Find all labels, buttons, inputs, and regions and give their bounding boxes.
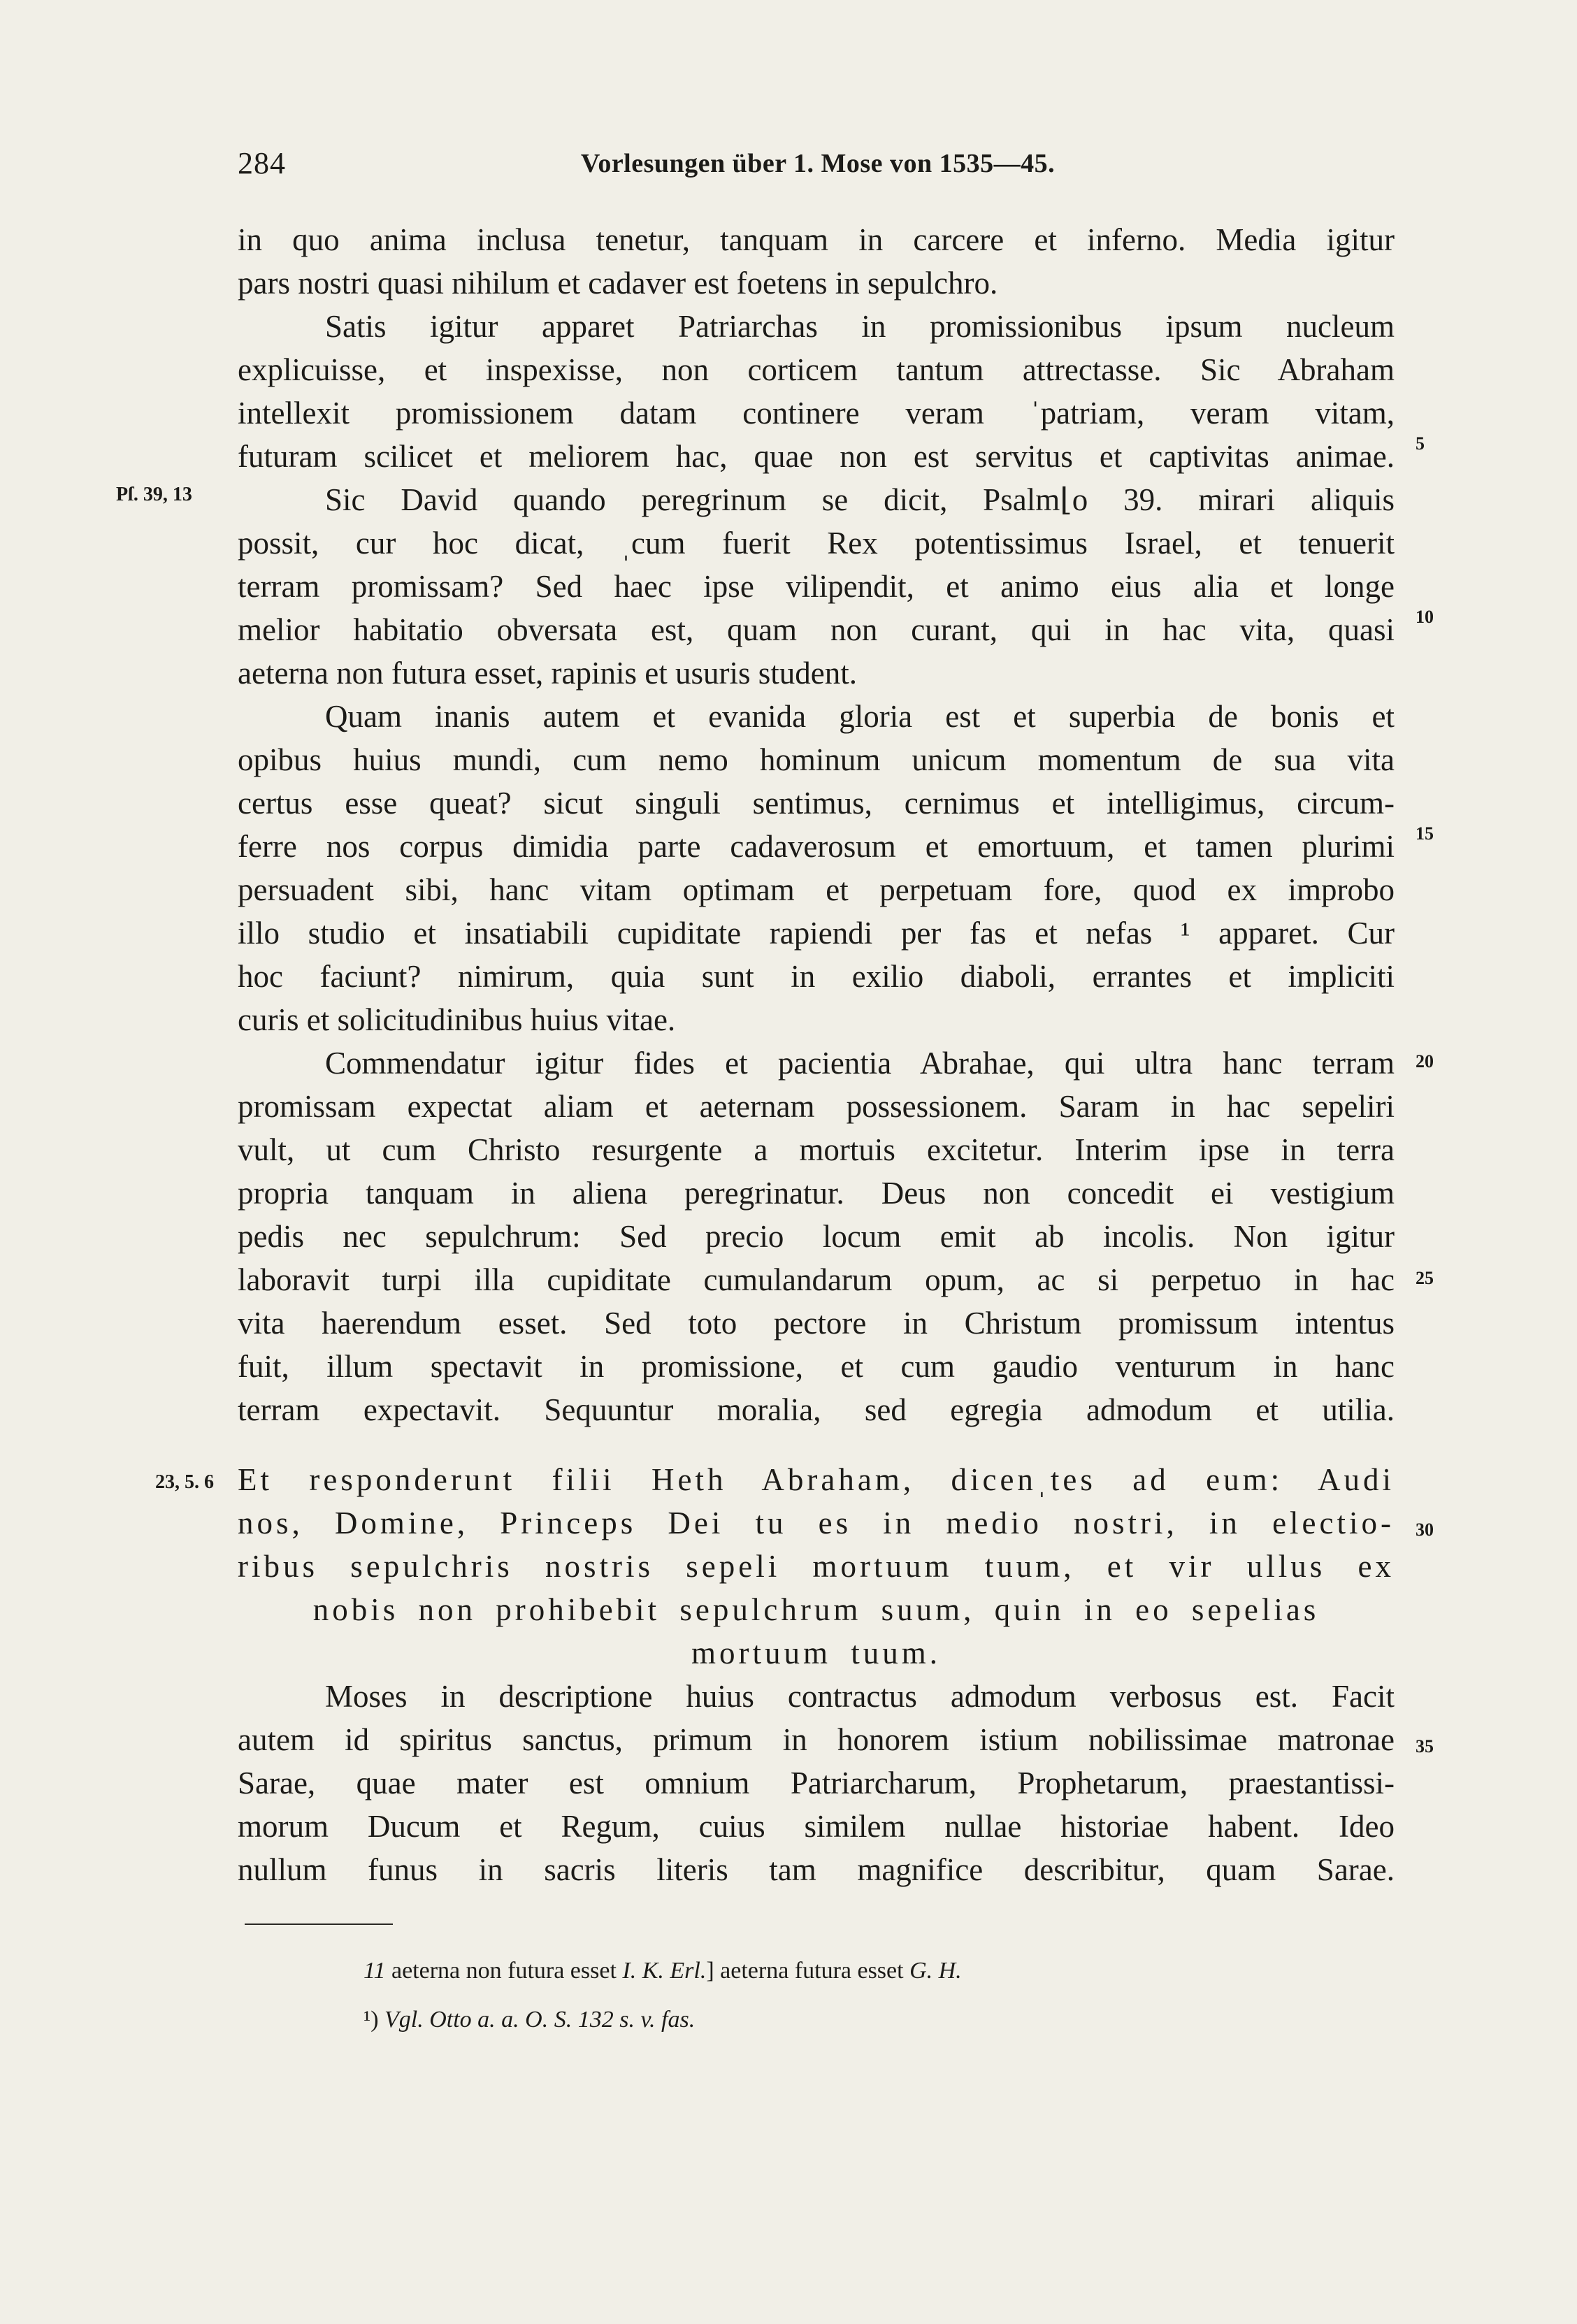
text-line: laboravit turpi illa cupiditate cumulandarum opum, ac si perpetuo in hac <box>238 1262 1395 1297</box>
line-number-10: 10 <box>1416 607 1434 627</box>
text-line: Quam inanis autem et evanida gloria est et superbia de bonis et <box>325 699 1395 734</box>
text-line: pedis nec sepulchrum: Sed precio locum emit ab incolis. Non igitur <box>238 1219 1395 1254</box>
footnote-mark: ¹) <box>363 2007 379 2033</box>
text-line: Commendatur igitur fides et pacientia Abrahae, qui ultra hanc terram <box>325 1046 1395 1081</box>
text-line: possit, cur hoc dicat, ˌcum fuerit Rex potentissimus Israel, et tenuerit <box>238 526 1395 561</box>
text-line: ferre nos corpus dimidia parte cadaverosum et emortuum, et tamen plurimi <box>238 829 1395 864</box>
line-number-20: 20 <box>1416 1051 1434 1071</box>
text-line: intellexit promissionem datam continere veram ˈpatriam, veram vitam, <box>238 396 1395 431</box>
line-number-25: 25 <box>1416 1268 1434 1288</box>
text-line: Moses in descriptione huius contractus admodum verbosus est. Facit <box>325 1679 1395 1714</box>
footnotes <box>363 1950 1412 2048</box>
footnote-divider <box>245 1924 393 1925</box>
text-line: hoc faciunt? nimirum, quia sunt in exilio diaboli, errantes et impliciti <box>238 959 1395 994</box>
text-line: certus esse queat? sicut singuli sentimus, cernimus et intelligimus, circum- <box>238 786 1395 821</box>
variant-reading-2: ] aeterna futura esset <box>706 1958 904 1984</box>
text-line: promissam expectat aliam et aeternam possessionem. Saram in hac sepeliri <box>238 1089 1395 1124</box>
scripture-line: nos, Domine, Princeps Dei tu es in medio nostri, in electio- <box>238 1506 1395 1540</box>
text-line: fuit, illum spectavit in promissione, et cum gaudio venturum in hanc <box>238 1349 1395 1384</box>
text-line: curis et solicitudinibus huius vitae. <box>238 1002 676 1037</box>
text-line: opibus huius mundi, cum nemo hominum unicum momentum de sua vita <box>238 742 1395 777</box>
scripture-line: mortuum tuum. <box>691 1636 941 1670</box>
text-line: Sarae, quae mater est omnium Patriarcharum, Prophetarum, praestantissi- <box>238 1766 1395 1800</box>
footnote-text: Vgl. Otto a. a. O. S. 132 s. v. fas. <box>384 2007 696 2033</box>
text-line: futuram scilicet et meliorem hac, quae non est servitus et captivitas animae. <box>238 439 1395 474</box>
text-line: in quo anima inclusa tenetur, tanquam in carcere et inferno. Media igitur <box>238 222 1395 257</box>
text-line: explicuisse, et inspexisse, non corticem tantum attrectasse. Sic Abraham <box>238 352 1395 387</box>
margin-ref-genesis: 23, 5. 6 <box>155 1471 214 1493</box>
line-number-30: 30 <box>1416 1520 1434 1540</box>
section-gap <box>238 1431 1395 1458</box>
text-line: persuadent sibi, hanc vitam optimam et perpetuam fore, quod ex improbo <box>238 872 1395 907</box>
text-line: nullum funus in sacris literis tam magnifice describitur, quam Sarae. <box>238 1852 1395 1887</box>
text-line: melior habitatio obversata est, quam non curant, qui in hac vita, quasi <box>238 612 1395 647</box>
scripture-line: Et responderunt filii Heth Abraham, dicenˌtes ad eum: Audi <box>238 1462 1395 1497</box>
text-line: aeterna non futura esset, rapinis et usuris student. <box>238 656 858 691</box>
text-line: morum Ducum et Regum, cuius similem nullae historiae habent. Ideo <box>238 1809 1395 1844</box>
page-header <box>238 145 1398 187</box>
running-title: Vorlesungen über 1. Mose von 1535—45. <box>580 149 1056 178</box>
line-number-15: 15 <box>1416 823 1434 844</box>
page-number: 284 <box>238 146 286 180</box>
text-line: vita haerendum esset. Sed toto pectore in Christum promissum intentus <box>238 1306 1395 1341</box>
footnote-1 <box>363 1999 1412 2048</box>
text-line: vult, ut cum Christo resurgente a mortuis excitetur. Interim ipse in terra <box>238 1132 1395 1167</box>
text-line: illo studio et insatiabili cupiditate rapiendi per fas et nefas ¹ apparet. Cur <box>238 916 1395 951</box>
scripture-line: nobis non prohibebit sepulchrum suum, quin in eo sepelias <box>312 1592 1320 1627</box>
line-number-35: 35 <box>1416 1736 1434 1756</box>
text-line: pars nostri quasi nihilum et cadaver est foetens in sepulchro. <box>238 266 998 301</box>
variant-line-number: 11 <box>363 1958 386 1984</box>
text-line: terram promissam? Sed haec ipse vilipendit, et animo eius alia et longe <box>238 569 1395 604</box>
textual-variant-note <box>363 1950 1412 1999</box>
text-line: autem id spiritus sanctus, primum in honorem istium nobilissimae matronae <box>238 1722 1395 1757</box>
text-line: propria tanquam in aliena peregrinatur. Deus non concedit ei vestigium <box>238 1176 1395 1211</box>
main-text <box>238 218 1395 1891</box>
text-line: terram expectavit. Sequuntur moralia, sed egregia admodum et utilia. <box>238 1392 1395 1427</box>
line-number-5: 5 <box>1416 433 1425 454</box>
text-line: Satis igitur apparet Patriarchas in promissionibus ipsum nucleum <box>325 309 1395 344</box>
margin-ref-psalm: Pſ. 39, 13 <box>116 484 192 505</box>
text-line: Sic David quando peregrinum se dicit, Psalm⌊o 39. mirari aliquis <box>325 482 1395 517</box>
variant-sigla-1: I. K. Erl. <box>622 1958 707 1984</box>
variant-reading-1: aeterna non futura esset <box>391 1958 617 1984</box>
variant-sigla-2: G. H. <box>909 1958 962 1984</box>
scripture-line: ribus sepulchris nostris sepeli mortuum tuum, et vir ullus ex <box>238 1549 1395 1584</box>
